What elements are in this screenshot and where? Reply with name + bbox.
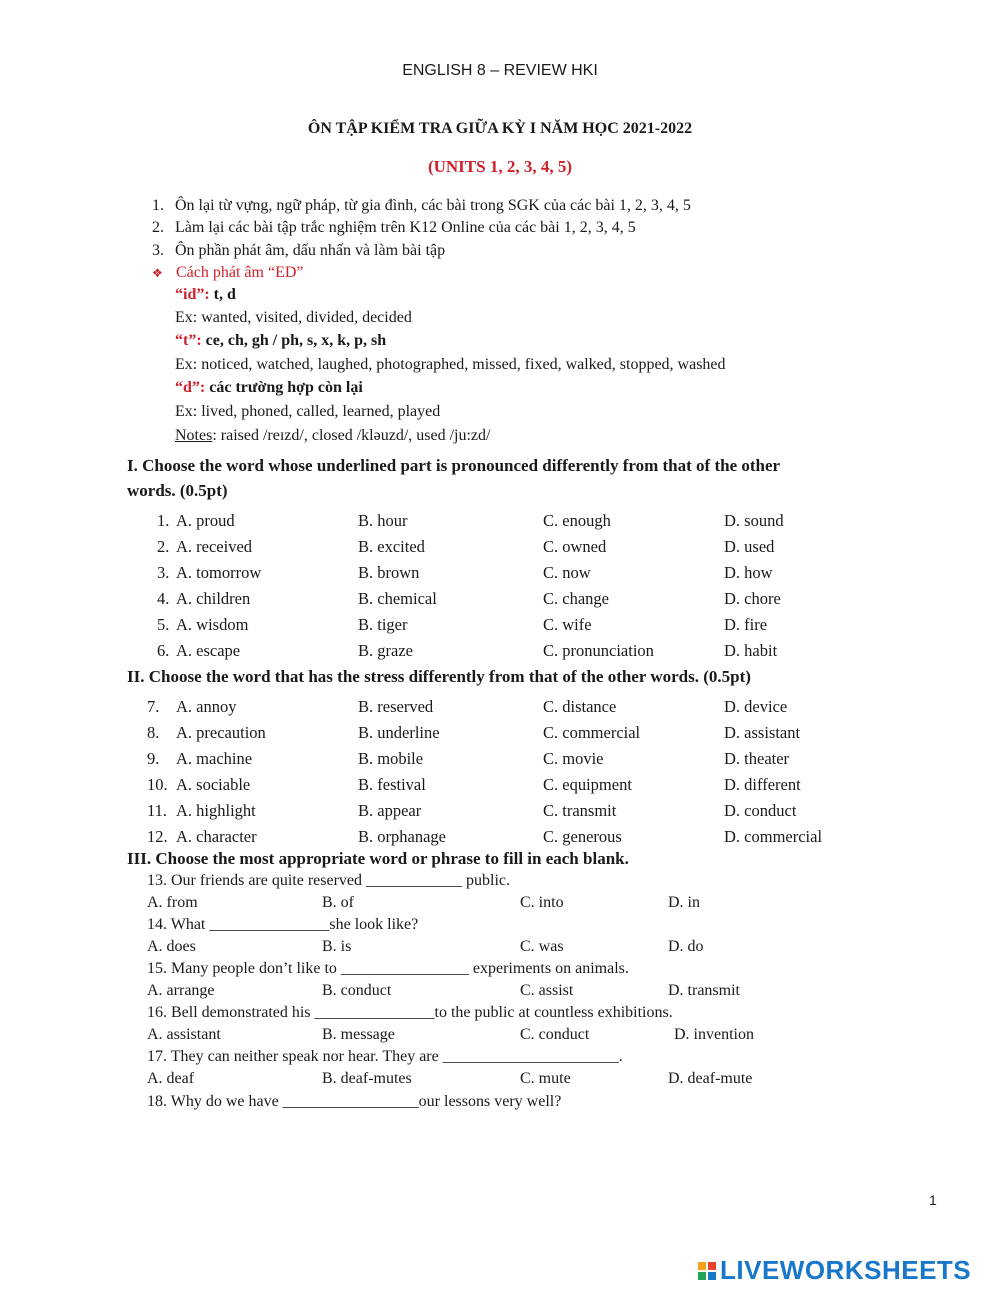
option-a[interactable]: A. highlight <box>176 801 256 820</box>
t-label: “t”: <box>175 332 202 349</box>
question-text: 17. They can neither speak nor hear. They are ______________________. <box>147 1048 623 1065</box>
option-a[interactable]: A. tomorrow <box>176 563 262 582</box>
question-number: 1. <box>157 511 170 530</box>
option-c[interactable]: C. conduct <box>520 1026 590 1043</box>
id-label: “id”: <box>175 286 210 303</box>
option-b[interactable]: B. conduct <box>322 982 392 999</box>
option-d[interactable]: D. used <box>724 537 775 556</box>
option-b[interactable]: B. brown <box>358 563 420 582</box>
diamond-bullet-icon: ❖ <box>152 266 163 280</box>
option-d[interactable]: D. how <box>724 563 773 582</box>
option-c[interactable]: C. mute <box>520 1070 571 1087</box>
d-rule <box>175 379 363 397</box>
d-example: Ex: lived, phoned, called, learned, played <box>175 403 441 420</box>
option-d[interactable]: D. commercial <box>724 827 823 846</box>
option-d[interactable]: D. deaf-mute <box>668 1070 753 1087</box>
question-number: 8. <box>147 723 160 742</box>
option-d[interactable]: D. chore <box>724 589 781 608</box>
d-label: “d”: <box>175 379 206 396</box>
id-example: Ex: wanted, visited, divided, decided <box>175 309 412 326</box>
option-b[interactable]: B. appear <box>358 801 422 820</box>
option-d[interactable]: D. conduct <box>724 801 797 820</box>
option-b[interactable]: B. of <box>322 894 354 911</box>
brand-squares-icon <box>698 1262 716 1280</box>
ed-heading <box>152 264 304 282</box>
t-example: Ex: noticed, watched, laughed, photographed, missed, fixed, walked, stopped, washed <box>175 356 726 373</box>
option-b[interactable]: B. message <box>322 1026 395 1043</box>
option-c[interactable]: C. distance <box>543 697 617 716</box>
option-d[interactable]: D. habit <box>724 641 778 660</box>
option-d[interactable]: D. sound <box>724 511 784 530</box>
option-c[interactable]: C. generous <box>543 827 622 846</box>
section-1-title-cont: words. (0.5pt) <box>127 481 228 500</box>
option-b[interactable]: B. mobile <box>358 749 424 768</box>
option-b[interactable]: B. reserved <box>358 697 434 716</box>
option-b[interactable]: B. deaf-mutes <box>322 1070 412 1087</box>
question-number: 7. <box>147 697 160 716</box>
option-c[interactable]: C. transmit <box>543 801 617 820</box>
question-number: 12. <box>147 827 168 846</box>
option-c[interactable]: C. movie <box>543 749 604 768</box>
option-a[interactable]: A. arrange <box>147 982 215 999</box>
option-a[interactable]: A. escape <box>176 641 241 660</box>
option-b[interactable]: B. tiger <box>358 615 408 634</box>
option-d[interactable]: D. theater <box>724 749 790 768</box>
intro-num: 1. <box>152 197 164 214</box>
option-a[interactable]: A. children <box>176 589 251 608</box>
question-number: 9. <box>147 749 160 768</box>
notes-label: Notes <box>175 427 213 444</box>
question-text: 16. Bell demonstrated his _______________to the public at countless exhibitions. <box>147 1004 673 1021</box>
option-d[interactable]: D. in <box>668 894 700 911</box>
section-3-title: III. Choose the most appropriate word or phrase to fill in each blank. <box>127 849 629 868</box>
option-b[interactable]: B. festival <box>358 775 426 794</box>
option-c[interactable]: C. assist <box>520 982 574 999</box>
option-d[interactable]: D. device <box>724 697 788 716</box>
option-c[interactable]: C. enough <box>543 511 611 530</box>
intro-text: Ôn lại từ vựng, ngữ pháp, từ gia đình, các bài trong SGK của các bài 1, 2, 3, 4, 5 <box>175 197 691 214</box>
option-d[interactable]: D. transmit <box>668 982 740 999</box>
notes-text: : raised /reɪzd/, closed /kləuzd/, used /ju:zd/ <box>212 427 491 444</box>
page-number: 1 <box>929 1192 937 1208</box>
option-a[interactable]: A. precaution <box>176 723 266 742</box>
option-a[interactable]: A. received <box>176 537 253 556</box>
intro-text: Ôn phần phát âm, dấu nhấn và làm bài tập <box>175 242 446 259</box>
option-b[interactable]: B. orphanage <box>358 827 446 846</box>
option-d[interactable]: D. do <box>668 938 704 955</box>
page-title: ÔN TẬP KIỂM TRA GIỮA KỲ I NĂM HỌC 2021-2022 <box>307 120 693 137</box>
intro-num: 2. <box>152 219 164 236</box>
intro-text: Làm lại các bài tập trắc nghiệm trên K12 Online của các bài 1, 2, 3, 4, 5 <box>175 219 636 236</box>
option-a[interactable]: A. deaf <box>147 1070 195 1087</box>
page-subtitle: (UNITS 1, 2, 3, 4, 5) <box>427 157 573 176</box>
option-a[interactable]: A. from <box>147 894 198 911</box>
id-rule <box>175 286 236 304</box>
option-d[interactable]: D. fire <box>724 615 768 634</box>
brand-square <box>698 1262 706 1270</box>
page-header: ENGLISH 8 – REVIEW HKI <box>402 62 598 79</box>
section-1-title: I. Choose the word whose underlined part is pronounced differently from that of the other <box>127 456 781 475</box>
option-b[interactable]: B. chemical <box>358 589 437 608</box>
option-b[interactable]: B. underline <box>358 723 440 742</box>
option-d[interactable]: D. assistant <box>724 723 801 742</box>
intro-num: 3. <box>152 242 164 259</box>
question-text: 18. Why do we have _________________our lessons very well? <box>147 1093 562 1110</box>
option-d[interactable]: D. different <box>724 775 801 794</box>
t-rule-text: ce, ch, gh / ph, s, x, k, p, sh <box>201 332 387 349</box>
t-rule <box>175 332 386 350</box>
brand-square <box>708 1272 716 1280</box>
option-c[interactable]: C. owned <box>543 537 607 556</box>
brand-square <box>698 1272 706 1280</box>
option-c[interactable]: C. wife <box>543 615 592 634</box>
question-number: 3. <box>157 563 170 582</box>
option-a[interactable]: A. wisdom <box>176 615 249 634</box>
option-c[interactable]: C. now <box>543 563 591 582</box>
option-c[interactable]: C. into <box>520 894 564 911</box>
option-b[interactable]: B. excited <box>358 537 425 556</box>
id-rule-text: t, d <box>209 286 236 303</box>
question-number: 4. <box>157 589 170 608</box>
d-rule-text: các trường hợp còn lại <box>205 379 363 396</box>
brand-name: LIVEWORKSHEETS <box>720 1255 972 1285</box>
option-c[interactable]: C. was <box>520 938 564 955</box>
option-a[interactable]: A. character <box>176 827 257 846</box>
option-c[interactable]: C. commercial <box>543 723 641 742</box>
option-a[interactable]: A. annoy <box>176 697 237 716</box>
question-text: 14. What _______________she look like? <box>147 916 419 933</box>
option-a[interactable]: A. machine <box>176 749 253 768</box>
option-b[interactable]: B. graze <box>358 641 413 660</box>
option-a[interactable]: A. assistant <box>147 1026 221 1043</box>
question-number: 10. <box>147 775 168 794</box>
option-a[interactable]: A. does <box>147 938 196 955</box>
option-a[interactable]: A. proud <box>176 511 235 530</box>
question-number: 6. <box>157 641 170 660</box>
option-b[interactable]: B. is <box>322 938 352 955</box>
option-c[interactable]: C. equipment <box>543 775 632 794</box>
question-number: 5. <box>157 615 170 634</box>
option-d[interactable]: D. invention <box>674 1026 754 1043</box>
option-b[interactable]: B. hour <box>358 511 408 530</box>
section-2-title: II. Choose the word that has the stress differently from that of the other words. (0.5pt) <box>127 667 751 686</box>
question-text: 15. Many people don’t like to ________________ experiments on animals. <box>147 960 629 977</box>
option-a[interactable]: A. sociable <box>176 775 251 794</box>
question-number: 11. <box>147 801 168 820</box>
liveworksheets-logo[interactable] <box>698 1255 971 1286</box>
question-number: 2. <box>157 537 170 556</box>
notes-line <box>175 427 490 445</box>
option-c[interactable]: C. pronunciation <box>543 641 654 660</box>
option-c[interactable]: C. change <box>543 589 609 608</box>
question-text: 13. Our friends are quite reserved ____________ public. <box>147 872 511 889</box>
ed-heading-text: Cách phát âm “ED” <box>176 264 304 281</box>
brand-square <box>708 1262 716 1270</box>
